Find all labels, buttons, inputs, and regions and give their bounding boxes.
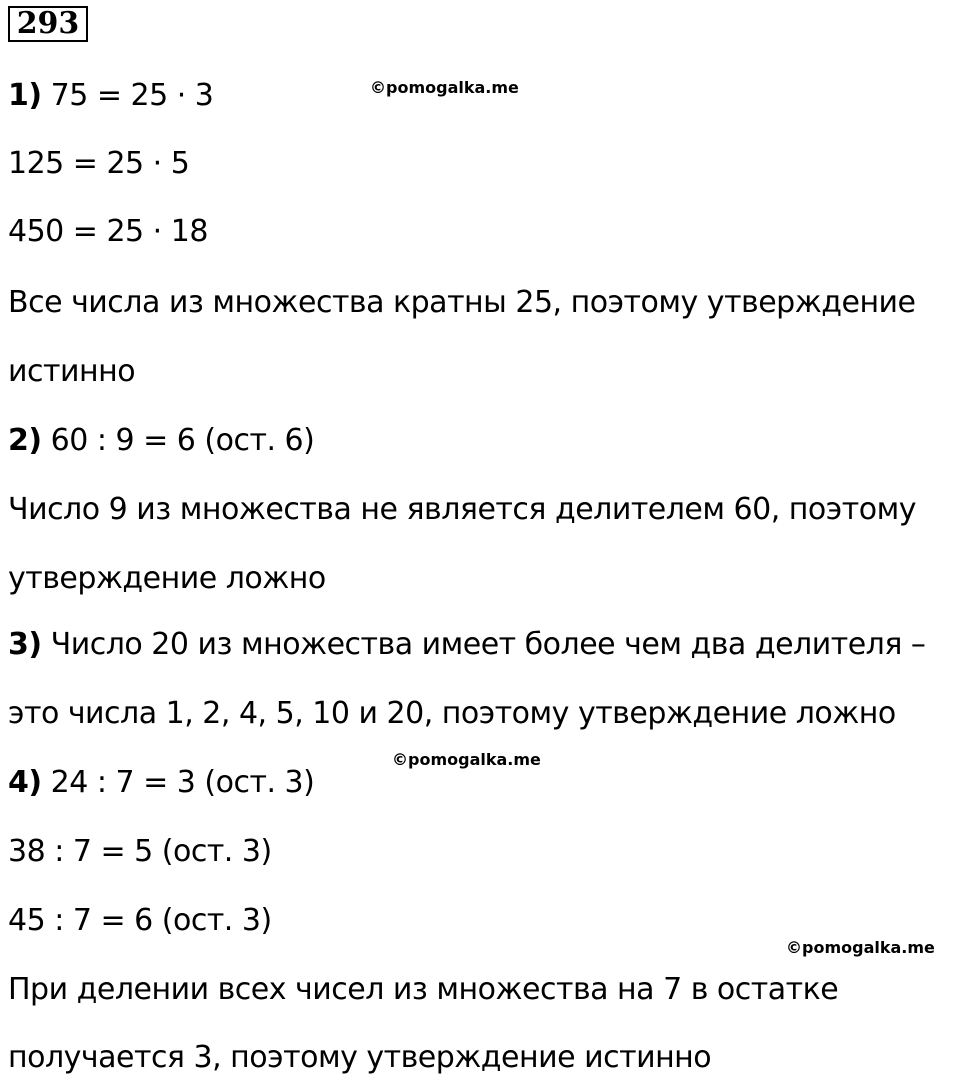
conclusion-text: утверждение ложно	[8, 561, 326, 596]
part-4-line-1	[8, 765, 314, 801]
equation: 60 : 9 = 6 (ост. 6)	[50, 423, 315, 458]
part-1-line-1	[8, 78, 213, 114]
conclusion-text: Число 9 из множества не является делителем 60, поэтому	[8, 492, 916, 527]
conclusion-text: Число 20 из множества имеет более чем два делителя –	[50, 627, 926, 662]
equation: 38 : 7 = 5 (ост. 3)	[8, 834, 272, 869]
equation: 24 : 7 = 3 (ост. 3)	[50, 765, 315, 800]
conclusion-text: истинно	[8, 354, 136, 389]
part-2-line-1	[8, 423, 314, 459]
equation: 45 : 7 = 6 (ост. 3)	[8, 903, 272, 938]
conclusion-text: При делении всех чисел из множества на 7 в остатке	[8, 972, 839, 1007]
conclusion-text: это числа 1, 2, 4, 5, 10 и 20, поэтому утверждение ложно	[8, 696, 896, 731]
part-4-label: 4)	[8, 765, 42, 800]
equation: 75 = 25 · 3	[50, 78, 214, 113]
problem-number: 293	[8, 6, 88, 42]
part-3-label: 3)	[8, 627, 42, 662]
conclusion-text: получается 3, поэтому утверждение истинно	[8, 1040, 712, 1075]
part-1-label: 1)	[8, 78, 42, 113]
watermark: ©pomogalka.me	[786, 938, 935, 957]
conclusion-text: Все числа из множества кратны 25, поэтому утверждение	[8, 285, 916, 320]
part-2-label: 2)	[8, 423, 42, 458]
equation: 450 = 25 · 18	[8, 214, 208, 249]
watermark: ©pomogalka.me	[392, 750, 541, 769]
equation: 125 = 25 · 5	[8, 146, 190, 181]
part-3-line-1	[8, 627, 925, 663]
watermark: ©pomogalka.me	[370, 78, 519, 97]
